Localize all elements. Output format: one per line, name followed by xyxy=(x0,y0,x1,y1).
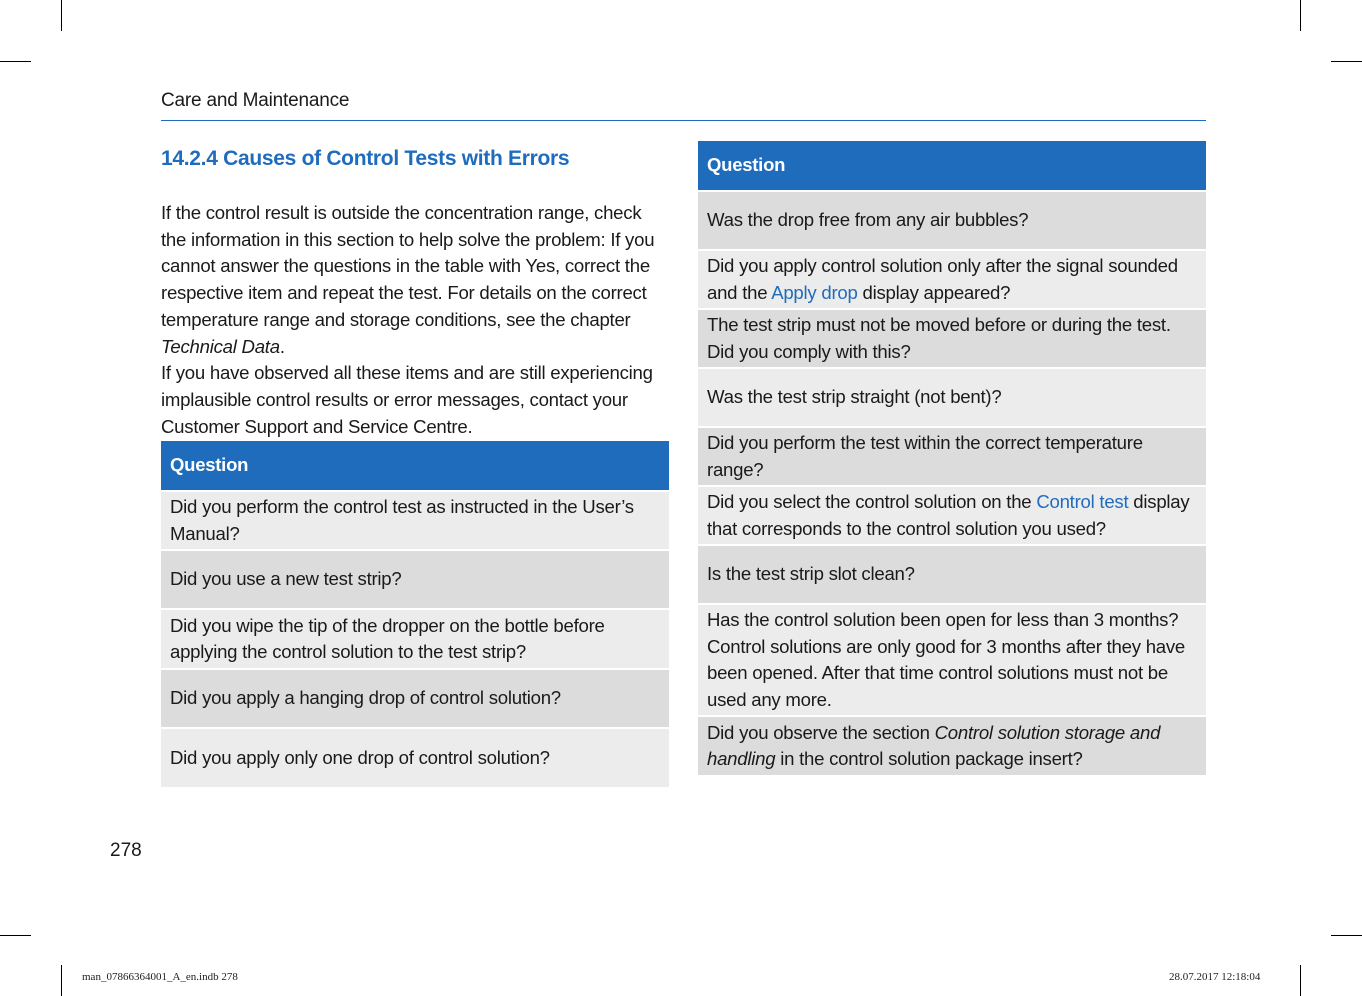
left-column xyxy=(161,140,669,440)
row-text-run: Did you observe the section xyxy=(707,721,935,743)
right-question-table xyxy=(698,141,1206,775)
page-number: 278 xyxy=(110,840,142,861)
table-row: Did you perform the test within the correct temperature range? xyxy=(698,428,1206,487)
row-text-run: in the control solution package insert? xyxy=(775,748,1083,769)
table-row xyxy=(698,487,1206,546)
print-slug-date: 28.07.2017 12:18:04 xyxy=(1169,971,1261,983)
table-row: Did you wipe the tip of the dropper on the bottle before applying the control solution to the test strip? xyxy=(161,610,669,670)
intro-paragraph-2: If you have observed all these items and are still experiencing implausible control results or error messages, contact your Customer Support and Service Centre. xyxy=(161,362,653,437)
crop-mark xyxy=(1300,0,1301,31)
running-head: Care and Maintenance xyxy=(161,90,350,111)
control-test-display-label: Control test xyxy=(1036,491,1129,512)
table-row: Was the drop free from any air bubbles? xyxy=(698,192,1206,251)
table-row: Did you apply only one drop of control solution? xyxy=(161,729,669,787)
table-row xyxy=(698,251,1206,310)
crop-mark xyxy=(1331,61,1362,62)
print-slug-file: man_07866364001_A_en.indb 278 xyxy=(82,971,238,983)
intro-text-run: If the control result is outside the concentration range, check the information in this section to help solve the problem: If you cannot answer the questions in the table with Yes, correct the respective item and repeat the test. For details on the correct temperature range and storage conditions, see the chapter xyxy=(161,202,655,330)
table-row: Was the test strip straight (not bent)? xyxy=(698,369,1206,428)
row-text-run: Did you select the control solution on the xyxy=(707,491,1037,512)
table-row: Did you apply a hanging drop of control solution? xyxy=(161,670,669,729)
crop-mark xyxy=(61,965,62,996)
crop-mark xyxy=(0,61,31,62)
section-title: 14.2.4 Causes of Control Tests with Errors xyxy=(161,147,570,170)
row-text-run: Did you apply control solution only after the signal sounded and the xyxy=(707,255,1178,303)
row-text xyxy=(707,253,1197,306)
row-text xyxy=(707,489,1197,542)
header-rule xyxy=(161,120,1206,121)
crop-mark xyxy=(61,0,62,31)
table-row xyxy=(698,717,1206,775)
table-row: Did you use a new test strip? xyxy=(161,551,669,610)
crop-mark xyxy=(1331,935,1362,936)
table-row: Is the test strip slot clean? xyxy=(698,546,1206,605)
left-question-table xyxy=(161,441,669,787)
table-row: Did you perform the control test as instructed in the User’s Manual? xyxy=(161,492,669,551)
chapter-reference: Technical Data xyxy=(161,335,280,357)
table-header: Question xyxy=(161,441,669,492)
crop-mark xyxy=(0,935,31,936)
row-text xyxy=(707,720,1197,773)
insert-section-reference: Control solution storage and handling xyxy=(707,721,1161,769)
table-row: The test strip must not be moved before or during the test. Did you comply with this? xyxy=(698,310,1206,369)
crop-mark xyxy=(1300,965,1301,996)
intro-paragraph-1 xyxy=(161,200,669,360)
table-header: Question xyxy=(698,141,1206,192)
row-text-run: display that corresponds to the control solution you used? xyxy=(707,491,1190,539)
row-text-run: display appeared? xyxy=(857,281,1011,303)
intro-text xyxy=(161,200,669,440)
table-row: Has the control solution been open for less than 3 months? Control solutions are only good for 3 months after they have been opened. After that time control solutions must not be used any more. xyxy=(698,605,1206,717)
apply-drop-display-label: Apply drop xyxy=(771,281,858,303)
intro-text-run: . xyxy=(279,335,285,357)
